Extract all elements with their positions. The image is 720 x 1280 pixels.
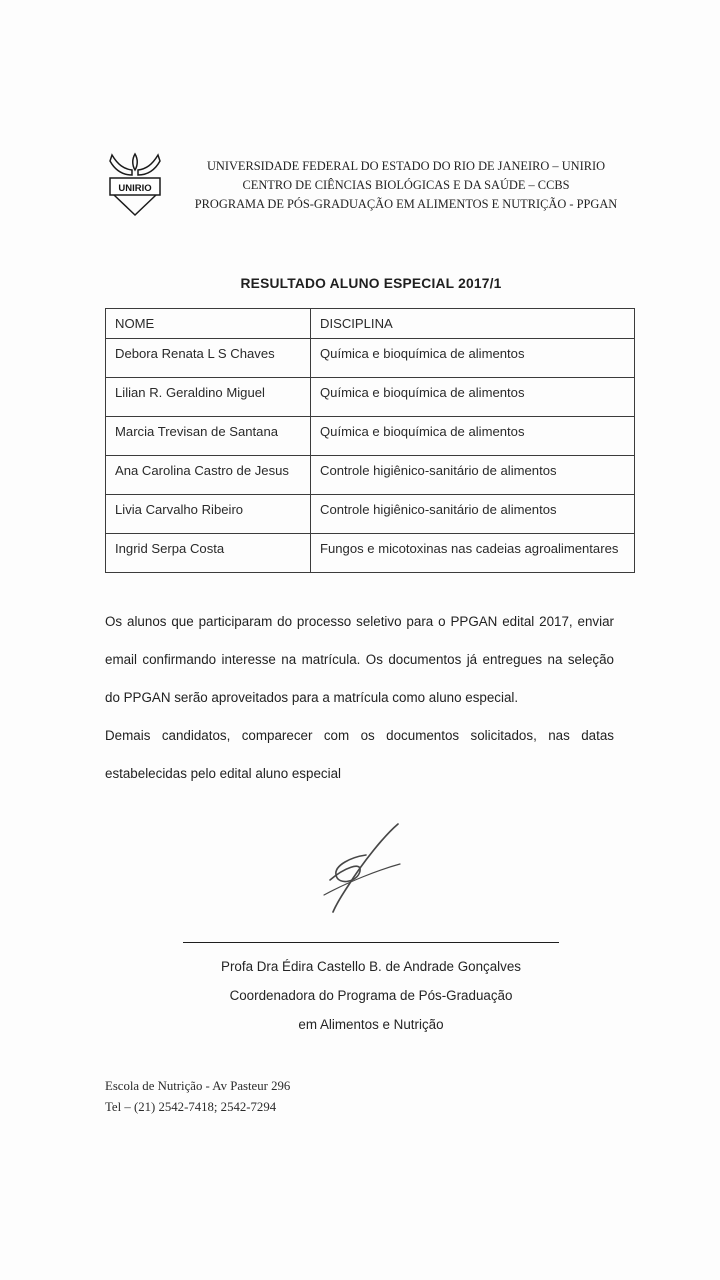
cell-disciplina: Química e bioquímica de alimentos (311, 339, 635, 378)
cell-disciplina: Controle higiênico-sanitário de alimentos (311, 495, 635, 534)
document-header (105, 152, 637, 218)
results-table-header-row (106, 309, 635, 339)
institution-line-3: PROGRAMA DE PÓS-GRADUAÇÃO EM ALIMENTOS E NUTRIÇÃO - PPGAN (194, 196, 618, 211)
instructions-paragraph-2: Demais candidatos, comparecer com os documentos solicitados, nas datas estabelecidas pelo edital aluno especial (105, 728, 614, 781)
handwritten-signature (300, 818, 425, 920)
column-header: DISCIPLINA (311, 309, 635, 339)
results-table-container (105, 308, 637, 573)
column-header: NOME (106, 309, 311, 339)
table-row (106, 378, 635, 417)
cell-disciplina: Controle higiênico-sanitário de alimentos (311, 456, 635, 495)
cell-nome: Livia Carvalho Ribeiro (106, 495, 311, 534)
signature-block (105, 952, 637, 1039)
footer-phone: Tel – (21) 2542-7418; 2542-7294 (105, 1100, 277, 1114)
instructions-text (105, 603, 614, 793)
logo-text: UNIRIO (118, 183, 152, 194)
results-table-head (106, 309, 635, 339)
signatory-name: Profa Dra Édira Castello B. de Andrade Gonçalves (221, 959, 521, 974)
instructions-paragraph-1: Os alunos que participaram do processo seletivo para o PPGAN edital 2017, enviar email confirmando interesse na matrícula. Os documentos já entregues na seleção do PPGAN serão aproveitados para a matrícula como aluno especial. (105, 614, 614, 705)
table-row (106, 495, 635, 534)
institution-header (175, 157, 637, 214)
cell-nome: Ingrid Serpa Costa (106, 534, 311, 573)
cell-nome: Debora Renata L S Chaves (106, 339, 311, 378)
table-row (106, 534, 635, 573)
cell-nome: Ana Carolina Castro de Jesus (106, 456, 311, 495)
signatory-role-line-2: em Alimentos e Nutrição (298, 1017, 444, 1032)
table-row (106, 456, 635, 495)
cell-disciplina: Fungos e micotoxinas nas cadeias agroalimentares (311, 534, 635, 573)
institution-line-1: UNIVERSIDADE FEDERAL DO ESTADO DO RIO DE JANEIRO – UNIRIO (206, 158, 606, 173)
document-footer (105, 1076, 637, 1118)
results-table-body (106, 339, 635, 573)
institution-line-2: CENTRO DE CIÊNCIAS BIOLÓGICAS E DA SAÚDE – CCBS (242, 177, 570, 192)
table-row (106, 417, 635, 456)
unirio-logo (105, 152, 165, 218)
results-table (105, 308, 635, 573)
table-row (106, 339, 635, 378)
page-title: RESULTADO ALUNO ESPECIAL 2017/1 (240, 276, 502, 291)
signature-line (183, 942, 559, 943)
signatory-role-line-1: Coordenadora do Programa de Pós-Graduação (229, 988, 513, 1003)
cell-nome: Marcia Trevisan de Santana (106, 417, 311, 456)
unirio-logo-icon (105, 152, 165, 218)
cell-disciplina: Química e bioquímica de alimentos (311, 417, 635, 456)
cell-disciplina: Química e bioquímica de alimentos (311, 378, 635, 417)
footer-address: Escola de Nutrição - Av Pasteur 296 (105, 1079, 291, 1093)
cell-nome: Lilian R. Geraldino Miguel (106, 378, 311, 417)
